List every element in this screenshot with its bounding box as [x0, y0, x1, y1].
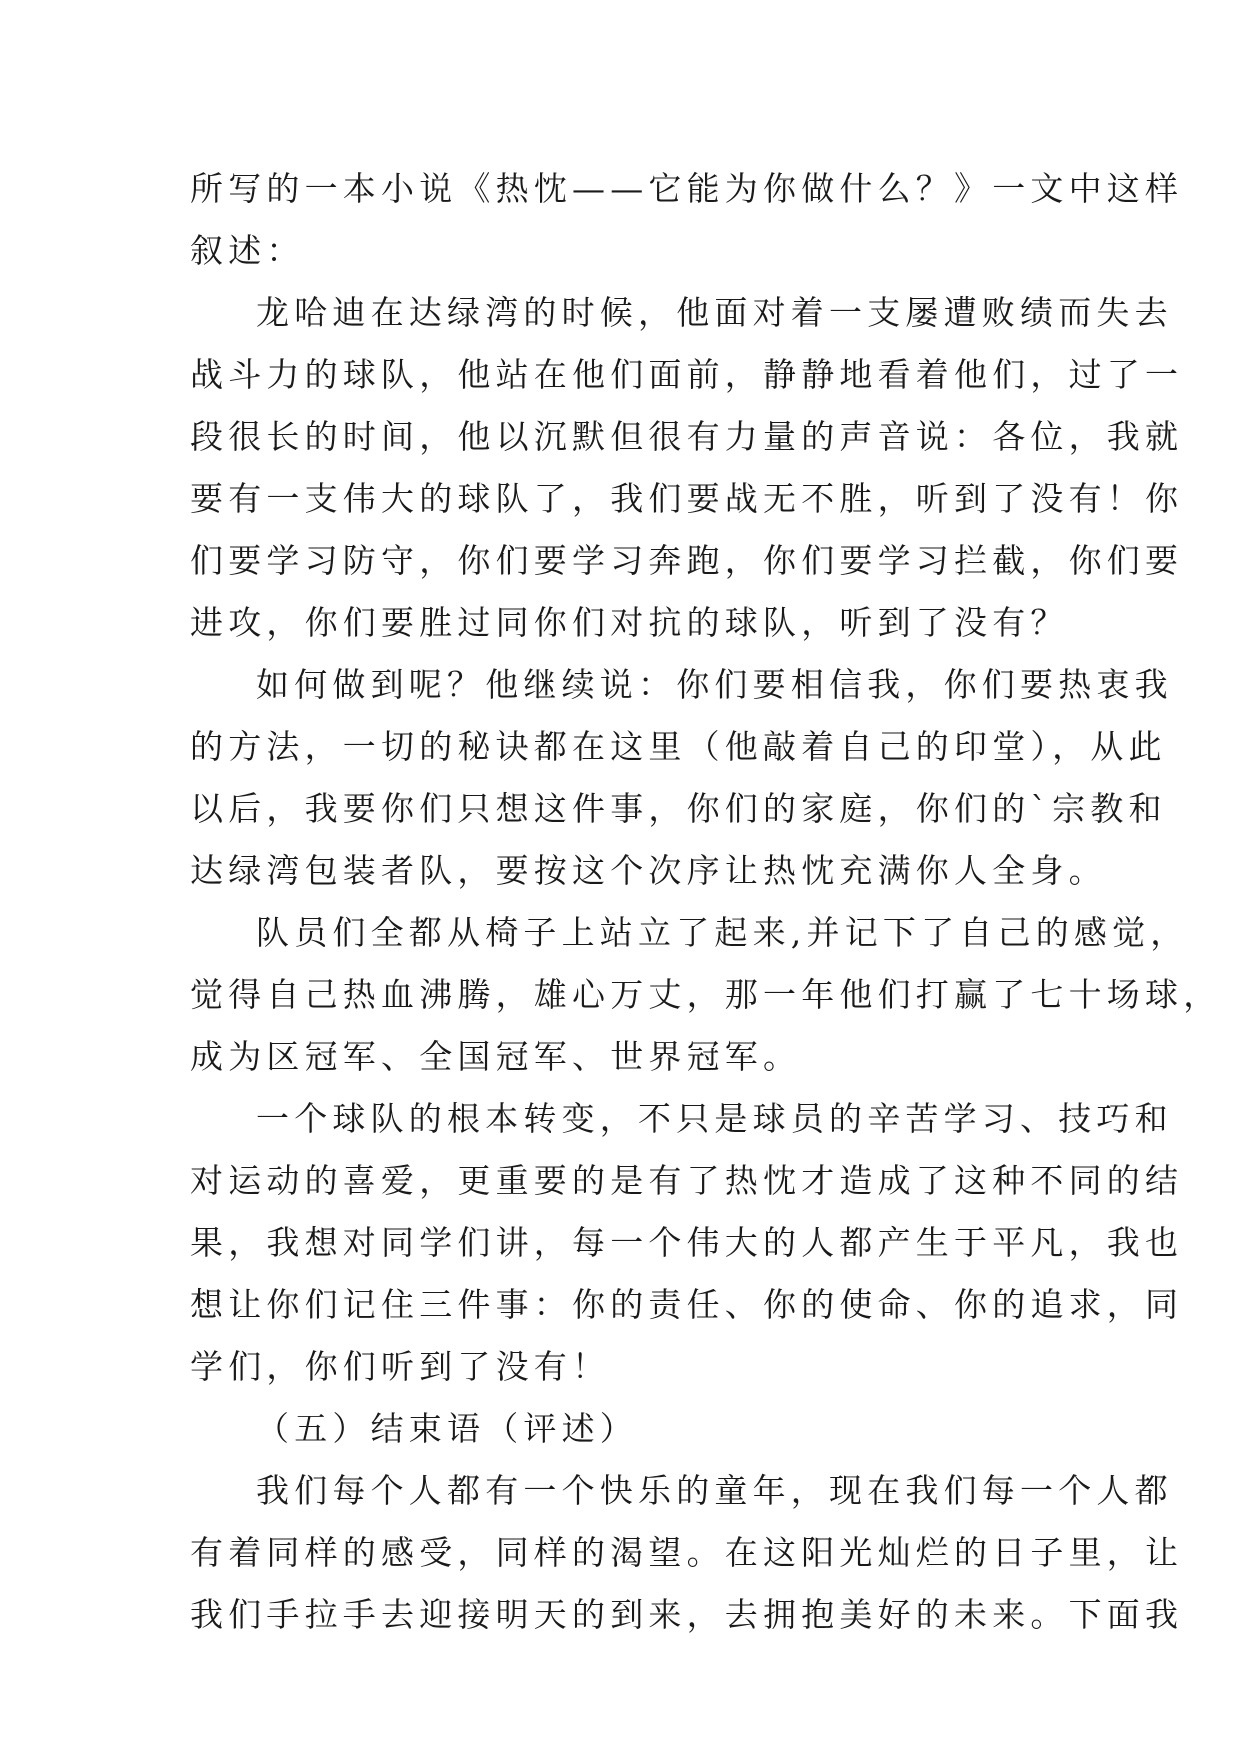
text-line: 所写的一本小说《热忱——它能为你做什么？》一文中这样	[190, 169, 1184, 208]
paragraph-start-line: 如何做到呢？他继续说：你们要相信我，你们要热衷我	[256, 665, 1173, 704]
text-line: 的方法，一切的秘诀都在这里（他敲着自己的印堂），从此	[190, 727, 1167, 766]
text-line: 对运动的喜爱，更重要的是有了热忱才造成了这种不同的结	[190, 1161, 1184, 1200]
section-heading: （五）结束语（评述）	[256, 1409, 638, 1448]
text-line: 有着同样的感受，同样的渴望。在这阳光灿烂的日子里，让	[190, 1533, 1184, 1572]
text-line: 学们，你们听到了没有！	[190, 1347, 611, 1386]
text-line: 叙述：	[190, 231, 305, 270]
text-line: 段很长的时间，他以沉默但很有力量的声音说：各位，我就	[190, 417, 1184, 456]
text-line: 果，我想对同学们讲，每一个伟大的人都产生于平凡，我也	[190, 1223, 1184, 1262]
text-line: 进攻，你们要胜过同你们对抗的球队，听到了没有？	[190, 603, 1069, 642]
paragraph-start-line: 龙哈迪在达绿湾的时候，他面对着一支屡遭败绩而失去	[256, 293, 1173, 332]
text-line: 要有一支伟大的球队了，我们要战无不胜，听到了没有！你	[190, 479, 1184, 518]
paragraph-start-line: 我们每个人都有一个快乐的童年，现在我们每一个人都	[256, 1471, 1173, 1510]
text-line: 战斗力的球队，他站在他们面前，静静地看着他们，过了一	[190, 355, 1184, 394]
paragraph-start-line: 队员们全都从椅子上站立了起来,并记下了自己的感觉，	[256, 913, 1189, 952]
text-line: 成为区冠军、全国冠军、世界冠军。	[190, 1037, 802, 1076]
body-text	[190, 158, 1222, 1646]
text-line: 达绿湾包装者队，要按这个次序让热忱充满你人全身。	[190, 851, 1107, 890]
text-line: 觉得自己热血沸腾，雄心万丈，那一年他们打赢了七十场球，	[190, 975, 1222, 1014]
text-line: 想让你们记住三件事：你的责任、你的使命、你的追求，同	[190, 1285, 1184, 1324]
paragraph-start-line: 一个球队的根本转变，不只是球员的辛苦学习、技巧和	[256, 1099, 1173, 1138]
text-line: 我们手拉手去迎接明天的到来，去拥抱美好的未来。下面我	[190, 1595, 1184, 1634]
text-line: 们要学习防守，你们要学习奔跑，你们要学习拦截，你们要	[190, 541, 1184, 580]
text-line: 以后，我要你们只想这件事，你们的家庭，你们的`宗教和	[190, 789, 1167, 828]
